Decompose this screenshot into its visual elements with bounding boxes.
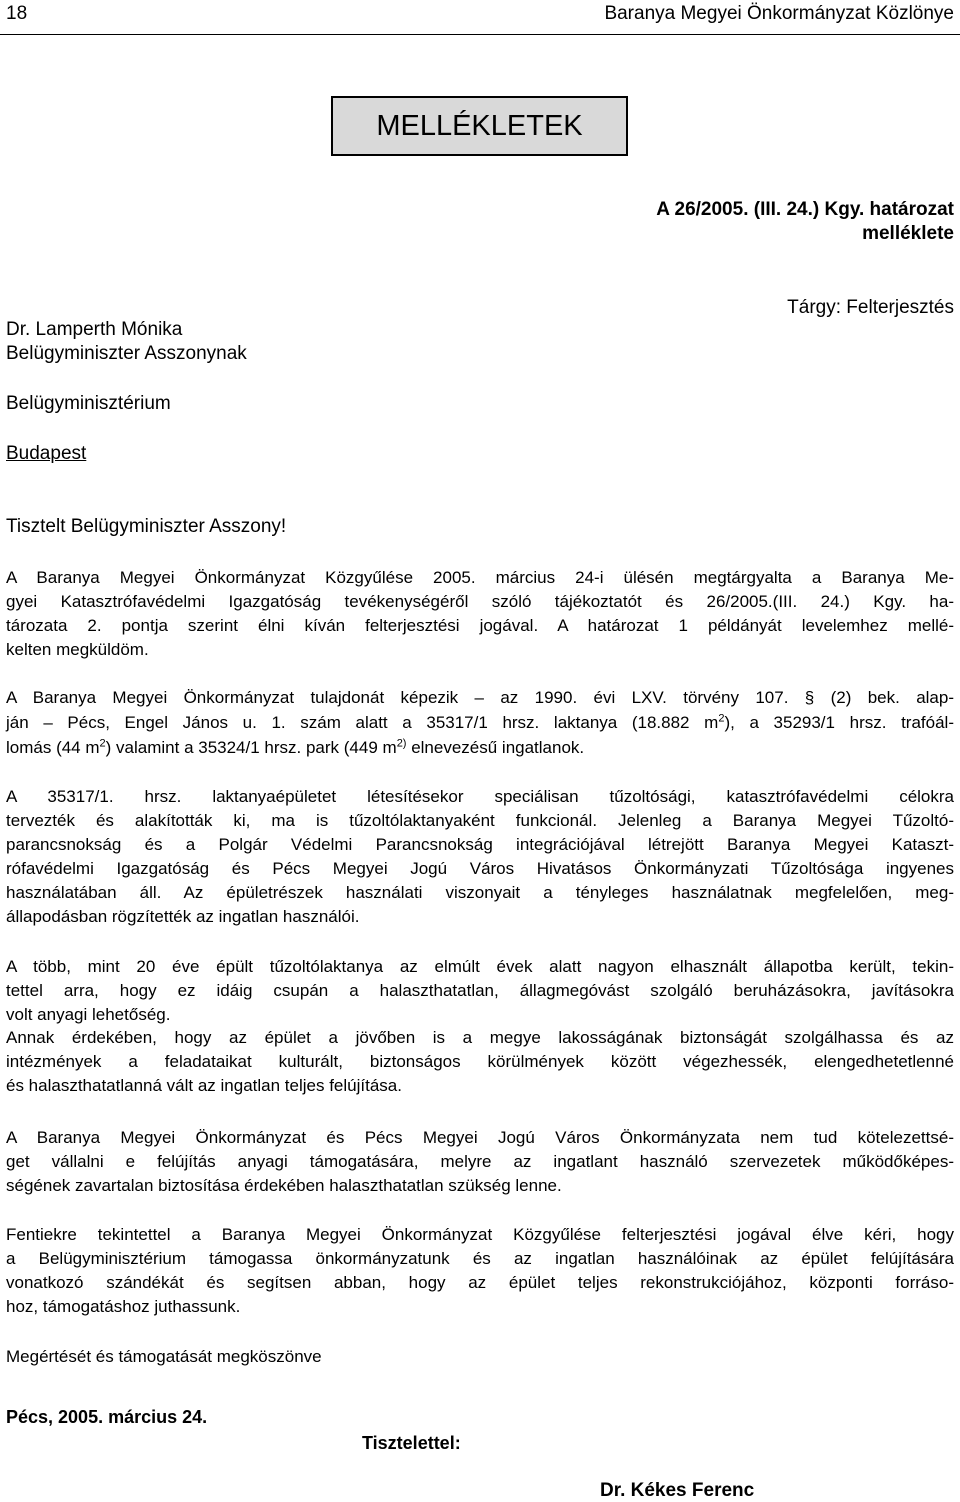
recipient-name: Dr. Lamperth Mónika [6, 319, 183, 340]
paragraph-3 [6, 785, 954, 929]
paragraph-5-line: és halaszthatatlanná vált az ingatlan teljes felújítása. [6, 1076, 402, 1095]
paragraph-4-line: volt anyagi lehetőség. [6, 1005, 171, 1024]
paragraph-3-line: parancsnokság és a Polgár Védelmi Parancsnokság integrációjával létrejött Baranya Megyei Kataszt- [6, 835, 954, 854]
page-number: 18 [6, 3, 28, 24]
annex-title: MELLÉKLETEK [376, 109, 583, 142]
paragraph-7 [6, 1223, 954, 1319]
paragraph-4-line: A több, mint 20 éve épült tűzoltólaktanya az elmúlt évek alatt nagyon elhasznált állapotba került, tekin- [6, 957, 954, 976]
subject-line: Tárgy: Felterjesztés [787, 297, 954, 318]
paragraph-7-line: vonatkozó szándékát és segítsen abban, hogy az épület teljes rekonstrukciójához, központi forráso- [6, 1273, 954, 1292]
paragraph-2-line [6, 710, 954, 735]
paragraph-4-line: tettel arra, hogy ez idáig csupán a halaszthatatlan, állagmegóvást szolgáló beruházásokra, javításokra [6, 981, 954, 1000]
superscript: 2) [396, 737, 407, 750]
recipient-title: Belügyminiszter Asszonynak [6, 343, 247, 364]
paragraph-6 [6, 1126, 954, 1198]
annex-reference-line2: melléklete [862, 223, 954, 244]
place-date: Pécs, 2005. március 24. [6, 1407, 208, 1427]
paragraph-1 [6, 566, 954, 662]
annex-reference [656, 198, 954, 246]
paragraph-1-line: A Baranya Megyei Önkormányzat Közgyűlése 2005. március 24-i ülésén megtárgyalta a Baranya Me- [6, 568, 954, 587]
paragraph-7-line: a Belügyminisztérium támogassa önkormányzatunk és az ingatlan használóinak az épület felújítására [6, 1249, 954, 1268]
paragraph-7-line: Fentiekre tekintettel a Baranya Megyei Önkormányzat Közgyűlése felterjesztési jogával élve kéri, hogy [6, 1225, 954, 1244]
paragraph-5-line: intézmények a feladataikat kulturált, biztonságos körülmények között végezhessék, elengedhetetlenné [6, 1052, 954, 1071]
paragraph-4 [6, 955, 954, 1027]
paragraph-2-text: elnevezésű ingatlanok. [406, 738, 585, 757]
paragraph-5 [6, 1026, 954, 1098]
paragraph-6-line: A Baranya Megyei Önkormányzat és Pécs Megyei Jogú Város Önkormányzata nem tud kötelezettsé- [6, 1128, 954, 1147]
superscript: 2 [99, 737, 106, 750]
paragraph-5-line: Annak érdekében, hogy az épület a jövőben is a megye lakosságának biztonságát szolgálhassa és az [6, 1028, 954, 1047]
paragraph-3-line: állapodásban rögzítették az ingatlan használói. [6, 907, 360, 926]
paragraph-6-line: get vállalni e felújítás anyagi támogatására, melyre az ingatlant használó szervezetek működőképes- [6, 1152, 954, 1171]
recipient-block [6, 318, 247, 366]
recipient-ministry: Belügyminisztérium [6, 393, 171, 414]
paragraph-3-line: tervezték és alakították ki, ma is tűzoltólaktanyaként funkcionál. Jelenleg a Baranya Megyei Tűzoltó- [6, 811, 954, 830]
annex-reference-line1: A 26/2005. (III. 24.) Kgy. határozat [656, 199, 954, 220]
paragraph-3-line: használatában áll. Az épületrészek használati viszonyait a tényleges használatnak megfelelően, meg- [6, 883, 954, 902]
paragraph-1-line: gyei Katasztrófavédelmi Igazgatóság tevékenységéről szóló tájékoztatót és 26/2005.(III. 24.) Kgy. ha- [6, 592, 954, 611]
superscript: 2 [718, 712, 725, 725]
paragraph-7-line: hoz, támogatáshoz juthassunk. [6, 1297, 241, 1316]
paragraph-2-text: lomás (44 m [6, 738, 100, 757]
regards: Tisztelettel: [362, 1433, 461, 1453]
paragraph-2-line [6, 735, 954, 760]
paragraph-2-text: ), a 35293/1 hrsz. trafóál- [724, 713, 954, 732]
publication-title: Baranya Megyei Önkormányzat Közlönye [604, 3, 954, 24]
closing-line: Megértését és támogatását megköszönve [6, 1347, 322, 1366]
salutation: Tisztelt Belügyminiszter Asszony! [6, 516, 287, 537]
annex-title-box [331, 96, 628, 156]
paragraph-6-line: ségének zavartalan biztosítása érdekében halaszthatatlan szükség lenne. [6, 1176, 562, 1195]
paragraph-2-text: ján – Pécs, Engel János u. 1. szám alatt a 35317/1 hrsz. laktanya (18.882 m [6, 713, 719, 732]
signatory-name: Dr. Kékes Ferenc [600, 1480, 755, 1501]
paragraph-1-line: tározata 2. pontja szerint élni kíván felterjesztési jogával. A határozat 1 példányát levelemhez mellé- [6, 616, 954, 635]
recipient-city-text: Budapest [6, 443, 87, 464]
recipient-city [6, 442, 86, 466]
paragraph-3-line: rófavédelmi Igazgatóság és Pécs Megyei Jogú Város Hivatásos Önkormányzati Tűzoltósága ingyenes [6, 859, 954, 878]
paragraph-3-line: A 35317/1. hrsz. laktanyaépületet létesítésekor speciálisan tűzoltósági, katasztrófavédelmi célokra [6, 787, 954, 806]
paragraph-2-text: ) valamint a 35324/1 hrsz. park (449 m [105, 738, 397, 757]
header-rule [0, 34, 960, 35]
paragraph-2-line: A Baranya Megyei Önkormányzat tulajdonát képezik – az 1990. évi LXV. törvény 107. § (2) bek. alap- [6, 688, 954, 707]
paragraph-1-line: kelten megküldöm. [6, 640, 149, 659]
paragraph-2 [6, 685, 954, 760]
